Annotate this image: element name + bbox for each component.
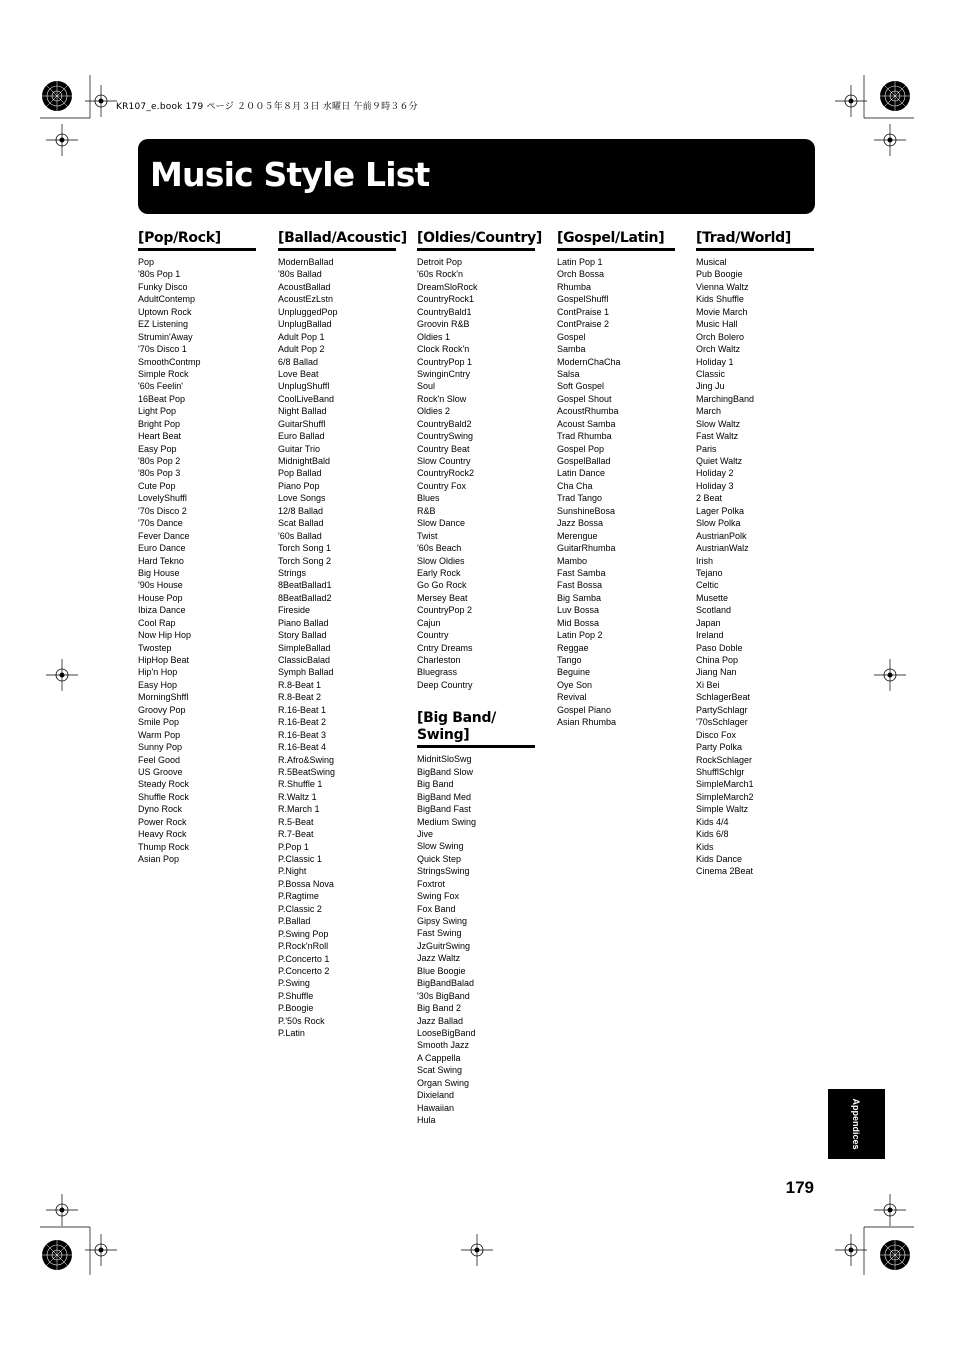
style-item: ShufflSchlgr xyxy=(696,766,745,777)
style-item: AustrianWalz xyxy=(696,543,749,554)
style-item: Japan xyxy=(696,617,721,628)
style-item: Light Pop xyxy=(138,406,177,417)
style-item: AcoustBallad xyxy=(278,281,331,292)
style-item: Asian Rhumba xyxy=(557,717,617,728)
style-item: Soft Gospel xyxy=(557,381,605,392)
style-item: AdultContemp xyxy=(138,294,196,305)
style-item: Hard Tekno xyxy=(138,555,184,566)
style-item: Orch Waltz xyxy=(696,344,741,355)
style-item: P.Swing xyxy=(278,978,310,989)
style-item: Disco Fox xyxy=(696,729,737,740)
style-item: Early Rock xyxy=(417,567,461,578)
style-item: '80s Pop 2 xyxy=(138,456,181,466)
style-item: Smooth Jazz xyxy=(417,1040,470,1051)
style-item: P.'50s Rock xyxy=(278,1015,325,1026)
style-item: Fast Waltz xyxy=(696,431,739,442)
style-item: Symph Ballad xyxy=(278,667,334,678)
style-item: 8BeatBallad1 xyxy=(278,580,332,591)
style-item: Dyno Rock xyxy=(138,804,183,815)
style-item: R.5BeatSwing xyxy=(278,766,336,777)
style-item: Mid Bossa xyxy=(557,617,600,628)
style-item: Swing Fox xyxy=(417,891,460,902)
style-item: R.16-Beat 2 xyxy=(278,717,327,728)
style-item: Kids Dance xyxy=(696,854,743,864)
column-oldies-country xyxy=(417,230,543,1126)
style-item: Hula xyxy=(417,1115,436,1125)
style-item: R.16-Beat 1 xyxy=(278,704,327,715)
style-item: Kids Shuffle xyxy=(696,294,744,305)
style-item: CountryBald2 xyxy=(417,418,472,429)
style-item: Slow Country xyxy=(417,456,471,466)
style-item: 2 Beat xyxy=(696,493,723,504)
style-item: Hawaiian xyxy=(417,1102,455,1113)
style-item: Samba xyxy=(557,344,586,355)
style-item: Heavy Rock xyxy=(138,829,187,840)
style-item: P.Swing Pop xyxy=(278,928,329,939)
style-item: Now Hip Hop xyxy=(138,630,192,641)
style-item: EZ Listening xyxy=(138,319,189,330)
style-item: Sunny Pop xyxy=(138,742,183,753)
style-item: ContPraise 1 xyxy=(557,306,610,317)
style-item: Heart Beat xyxy=(138,431,182,442)
style-item: Gospel Piano xyxy=(557,704,612,715)
style-item: Steady Rock xyxy=(138,779,190,790)
style-item: Jazz Bossa xyxy=(557,518,604,529)
style-item: Tango xyxy=(557,655,582,665)
style-list xyxy=(696,256,814,878)
style-item: 16Beat Pop xyxy=(138,393,186,404)
column-heading: [Trad/World] xyxy=(696,230,814,251)
style-item: Salsa xyxy=(557,368,580,379)
style-item: Funky Disco xyxy=(138,281,188,292)
style-item: '70sSchlager xyxy=(696,717,748,728)
style-item: Dixieland xyxy=(417,1090,455,1101)
style-item: Torch Song 1 xyxy=(278,543,332,554)
style-item: Strings xyxy=(278,567,307,578)
style-item: Holiday 1 xyxy=(696,356,734,367)
style-item: Fast Bossa xyxy=(557,580,603,591)
style-item: Big Band xyxy=(417,779,454,790)
style-item: Uptown Rock xyxy=(138,306,192,317)
style-item: Slow Dance xyxy=(417,518,466,529)
style-item: Classic xyxy=(696,368,726,379)
style-item: Beguine xyxy=(557,667,591,678)
style-item: BigBandBalad xyxy=(417,978,475,989)
style-item: China Pop xyxy=(696,655,739,665)
style-item: UnplugShuffl xyxy=(278,381,330,392)
style-item: Irish xyxy=(696,555,714,566)
style-item: Slow Polka xyxy=(696,518,741,529)
style-item: Pub Boogie xyxy=(696,269,743,280)
section-big-band-swing xyxy=(417,710,535,1126)
style-item: Orch Bossa xyxy=(557,269,605,280)
style-item: Fever Dance xyxy=(138,530,190,541)
style-item: Oldies 1 xyxy=(417,331,451,342)
style-item: CoolLiveBand xyxy=(278,393,335,404)
style-item: Asian Pop xyxy=(138,854,180,864)
style-item: Jing Ju xyxy=(696,381,725,392)
style-item: P.Ballad xyxy=(278,916,311,927)
style-item: GuitarShuffl xyxy=(278,418,326,429)
style-item: Cntry Dreams xyxy=(417,642,473,653)
style-item: Acoust Samba xyxy=(557,418,616,429)
style-item: Kids 4/4 xyxy=(696,816,729,827)
style-item: GospelShuffl xyxy=(557,294,609,305)
style-item: StringsSwing xyxy=(417,866,470,877)
style-item: Strumin'Away xyxy=(138,331,193,342)
style-item: Pop Ballad xyxy=(278,468,322,479)
style-item: Xi Bei xyxy=(696,679,720,690)
column-gospel-latin xyxy=(557,230,675,729)
style-item: Scat Swing xyxy=(417,1065,463,1076)
style-item: Simple Rock xyxy=(138,368,189,379)
style-item: Gipsy Swing xyxy=(417,916,468,926)
style-item: Kids xyxy=(696,841,714,852)
style-item: Jiang Nan xyxy=(696,667,737,678)
style-item: A Cappella xyxy=(417,1052,461,1063)
style-item: LooseBigBand xyxy=(417,1027,476,1038)
style-item: Deep Country xyxy=(417,679,473,690)
style-item: House Pop xyxy=(138,592,183,603)
style-item: Latin Dance xyxy=(557,468,606,479)
style-item: CountryPop 1 xyxy=(417,356,473,367)
column-heading: [Ballad/Acoustic] xyxy=(278,230,396,251)
style-item: SwinginCntry xyxy=(417,368,471,379)
style-item: '60s Beach xyxy=(417,543,462,554)
style-item: Lager Polka xyxy=(696,505,745,516)
style-item: Jive xyxy=(417,828,434,839)
style-item: Ireland xyxy=(696,630,724,641)
style-item: Bluegrass xyxy=(417,667,458,678)
style-item: P.Classic 1 xyxy=(278,854,322,864)
style-item: P.Bossa Nova xyxy=(278,878,334,889)
style-item: P.Classic 2 xyxy=(278,903,322,914)
style-item: Party Polka xyxy=(696,742,743,753)
style-item: LovelyShuffl xyxy=(138,493,187,504)
style-item: '70s Dance xyxy=(138,518,183,529)
style-item: Groovin R&B xyxy=(417,319,470,330)
style-item: Slow Swing xyxy=(417,841,464,852)
style-item: MidnightBald xyxy=(278,456,331,466)
style-item: Ibiza Dance xyxy=(138,605,186,616)
style-item: Charleston xyxy=(417,655,461,665)
style-item: R.Afro&Swing xyxy=(278,754,335,765)
style-item: Feel Good xyxy=(138,754,181,765)
style-item: Euro Dance xyxy=(138,543,186,554)
style-item: R.8-Beat 2 xyxy=(278,692,322,703)
style-item: '60s Ballad xyxy=(278,530,322,541)
column-ballad-acoustic xyxy=(278,230,407,1040)
style-item: Big Band 2 xyxy=(417,1003,462,1014)
column-pop-rock xyxy=(138,230,256,865)
style-item: Love Beat xyxy=(278,368,319,379)
style-item: Rock'n Slow xyxy=(417,393,467,404)
style-item: US Groove xyxy=(138,766,183,777)
style-item: Warm Pop xyxy=(138,729,181,740)
style-item: AustrianPolk xyxy=(696,530,747,541)
style-item: ClassicBalad xyxy=(278,655,331,665)
style-item: Power Rock xyxy=(138,816,187,827)
style-item: Cool Rap xyxy=(138,617,176,628)
style-item: Holiday 2 xyxy=(696,468,734,479)
style-item: Merengue xyxy=(557,530,598,541)
style-item: Guitar Trio xyxy=(278,443,321,454)
style-item: Quick Step xyxy=(417,853,462,864)
style-list xyxy=(278,256,396,1040)
style-list xyxy=(417,256,535,691)
column-heading: [Gospel/Latin] xyxy=(557,230,675,251)
style-item: March xyxy=(696,406,722,417)
style-item: '80s Ballad xyxy=(278,269,322,280)
style-item: Story Ballad xyxy=(278,630,327,641)
style-item: Latin Pop 1 xyxy=(557,257,603,267)
style-item: Celtic xyxy=(696,580,719,591)
style-item: Fireside xyxy=(278,605,311,616)
style-item: '60s Feelin' xyxy=(138,381,183,392)
style-item: AcoustEzLstn xyxy=(278,294,334,305)
style-item: Scat Ballad xyxy=(278,518,324,529)
style-item: Vienna Waltz xyxy=(696,281,749,292)
style-item: Scotland xyxy=(696,605,732,616)
style-list xyxy=(138,256,256,865)
style-item: 8BeatBallad2 xyxy=(278,592,332,603)
style-item: P.Latin xyxy=(278,1028,305,1039)
style-item: UnplugBallad xyxy=(278,319,332,330)
style-item: Fox Band xyxy=(417,903,456,914)
style-item: Tejano xyxy=(696,567,723,578)
style-item: Organ Swing xyxy=(417,1077,470,1088)
style-item: Paso Doble xyxy=(696,642,743,653)
style-item: SimpleMarch2 xyxy=(696,791,754,802)
style-item: Euro Ballad xyxy=(278,431,325,442)
style-item: Blues xyxy=(417,493,440,504)
style-item: BigBand Med xyxy=(417,791,472,802)
style-item: Pop xyxy=(138,257,155,267)
style-item: Fast Samba xyxy=(557,567,606,578)
style-item: UnpluggedPop xyxy=(278,306,338,317)
style-item: SimpleMarch1 xyxy=(696,779,754,790)
style-item: GospelBallad xyxy=(557,456,611,466)
style-item: Groovy Pop xyxy=(138,704,186,715)
style-item: '80s Pop 1 xyxy=(138,269,181,280)
style-item: Big House xyxy=(138,567,180,578)
style-item: Cinema 2Beat xyxy=(696,866,754,877)
style-item: Gospel xyxy=(557,331,586,342)
style-item: R.16-Beat 4 xyxy=(278,742,327,753)
style-item: Hip'n Hop xyxy=(138,667,178,678)
style-item: Gospel Shout xyxy=(557,393,612,404)
style-item: Love Songs xyxy=(278,493,326,504)
style-item: MorningShffl xyxy=(138,692,189,703)
style-item: P.Ragtime xyxy=(278,891,319,902)
style-item: Country Beat xyxy=(417,443,470,454)
style-item: Cute Pop xyxy=(138,480,176,491)
title-bar xyxy=(138,139,815,214)
style-item: R.5-Beat xyxy=(278,816,314,827)
page-title: Music Style List xyxy=(150,155,430,194)
column-trad-world xyxy=(696,230,814,878)
style-item: Twist xyxy=(417,530,438,541)
style-item: Blue Boogie xyxy=(417,965,466,976)
style-item: HipHop Beat xyxy=(138,655,190,665)
style-item: R.16-Beat 3 xyxy=(278,729,327,740)
style-item: PartySchlagr xyxy=(696,704,748,715)
style-item: R&B xyxy=(417,505,436,516)
style-item: Reggae xyxy=(557,642,589,653)
style-item: R.Waltz 1 xyxy=(278,791,317,802)
style-item: '70s Disco 2 xyxy=(138,505,187,516)
style-item: CountryRock1 xyxy=(417,294,475,305)
style-item: MarchingBand xyxy=(696,393,755,404)
style-item: Cha Cha xyxy=(557,480,593,491)
style-item: '90s House xyxy=(138,580,183,591)
style-item: SchlagerBeat xyxy=(696,692,751,703)
style-item: CountrySwing xyxy=(417,431,474,442)
style-item: Easy Pop xyxy=(138,443,177,454)
style-item: Slow Oldies xyxy=(417,555,465,566)
style-item: CountryBald1 xyxy=(417,306,472,317)
style-item: Shuffle Rock xyxy=(138,791,189,802)
style-item: Musical xyxy=(696,257,727,267)
print-header: KR107_e.book 179 ページ ２００５年８月３日 水曜日 午前９時３６分 xyxy=(116,102,418,112)
style-item: P.Concerto 2 xyxy=(278,965,330,976)
style-item: Oye Son xyxy=(557,679,593,690)
page-number: 179 xyxy=(785,1178,814,1197)
style-item: MidnitSloSwg xyxy=(417,754,472,765)
style-item: Quiet Waltz xyxy=(696,456,743,466)
style-item: Mersey Beat xyxy=(417,592,468,603)
style-item: Clock Rock'n xyxy=(417,344,470,355)
style-item: Rhumba xyxy=(557,281,592,292)
style-item: Simple Waltz xyxy=(696,804,749,815)
style-item: GuitarRhumba xyxy=(557,543,616,554)
style-item: Detroit Pop xyxy=(417,257,463,267)
style-item: ModernBallad xyxy=(278,257,334,267)
style-item: Foxtrot xyxy=(417,878,446,889)
style-item: ModernChaCha xyxy=(557,356,621,367)
style-item: P.Night xyxy=(278,866,307,877)
style-item: Piano Pop xyxy=(278,480,320,491)
style-item: R.Shuffle 1 xyxy=(278,779,323,790)
style-item: P.Shuffle xyxy=(278,990,314,1001)
style-item: CountryPop 2 xyxy=(417,605,473,616)
style-item: Orch Bolero xyxy=(696,331,745,342)
style-item: '60s Rock'n xyxy=(417,269,463,280)
style-item: Adult Pop 2 xyxy=(278,344,325,355)
style-item: P.Boogie xyxy=(278,1003,314,1014)
style-item: Movie March xyxy=(696,306,748,317)
style-item: Jazz Ballad xyxy=(417,1015,464,1026)
style-item: JzGuitrSwing xyxy=(417,940,471,951)
style-item: BigBand Slow xyxy=(417,766,474,777)
style-item: CountryRock2 xyxy=(417,468,475,479)
column-heading: [Oldies/Country] xyxy=(417,230,535,251)
style-item: RockSchlager xyxy=(696,754,753,765)
appendices-tab xyxy=(828,1089,885,1159)
style-item: 12/8 Ballad xyxy=(278,505,324,516)
style-item: Oldies 2 xyxy=(417,406,451,417)
style-item: R.7-Beat xyxy=(278,829,314,840)
column-heading: [Big Band/ Swing] xyxy=(417,710,535,748)
style-item: Cajun xyxy=(417,617,441,628)
style-item: Big Samba xyxy=(557,592,602,603)
style-item: Slow Waltz xyxy=(696,418,741,429)
style-item: Torch Song 2 xyxy=(278,555,332,566)
style-item: Latin Pop 2 xyxy=(557,630,603,641)
style-item: Musette xyxy=(696,592,729,603)
style-item: Medium Swing xyxy=(417,816,477,827)
style-item: ContPraise 2 xyxy=(557,319,610,330)
style-item: Night Ballad xyxy=(278,406,327,417)
column-heading: [Pop/Rock] xyxy=(138,230,256,251)
style-list xyxy=(557,256,675,729)
style-item: Country Fox xyxy=(417,480,467,491)
style-item: SunshineBosa xyxy=(557,505,616,516)
style-item: R.March 1 xyxy=(278,804,320,815)
style-item: Bright Pop xyxy=(138,418,181,429)
style-item: Smile Pop xyxy=(138,717,180,728)
style-item: '80s Pop 3 xyxy=(138,468,181,479)
style-item: Gospel Pop xyxy=(557,443,605,454)
style-item: SmoothContmp xyxy=(138,356,201,367)
style-item: Holiday 3 xyxy=(696,480,734,491)
style-item: P.Concerto 1 xyxy=(278,953,330,964)
style-item: P.Pop 1 xyxy=(278,841,309,852)
style-item: Revival xyxy=(557,692,587,703)
tab-label: Appendices xyxy=(851,1098,861,1150)
style-item: Soul xyxy=(417,381,436,392)
style-item: Easy Hop xyxy=(138,679,178,690)
style-item: P.Rock'nRoll xyxy=(278,941,329,952)
style-item: Trad Tango xyxy=(557,493,603,504)
style-item: Adult Pop 1 xyxy=(278,331,325,342)
style-item: '30s BigBand xyxy=(417,990,470,1001)
style-item: Mambo xyxy=(557,555,588,566)
style-item: Music Hall xyxy=(696,319,738,330)
style-item: BigBand Fast xyxy=(417,804,472,815)
style-item: Fast Swing xyxy=(417,928,462,939)
style-item: R.8-Beat 1 xyxy=(278,679,322,690)
style-item: Luv Bossa xyxy=(557,605,600,616)
style-item: Jazz Waltz xyxy=(417,953,461,964)
style-item: DreamSloRock xyxy=(417,281,478,292)
style-item: Thump Rock xyxy=(138,841,190,852)
style-list xyxy=(417,753,535,1126)
style-item: 6/8 Ballad xyxy=(278,356,319,367)
style-item: Piano Ballad xyxy=(278,617,329,628)
style-item: '70s Disco 1 xyxy=(138,344,187,355)
style-item: Go Go Rock xyxy=(417,580,467,591)
style-item: Country xyxy=(417,630,449,641)
style-item: AcoustRhumba xyxy=(557,406,619,417)
style-item: Kids 6/8 xyxy=(696,829,729,840)
style-item: Paris xyxy=(696,443,717,454)
style-item: Twostep xyxy=(138,642,172,653)
style-item: SimpleBallad xyxy=(278,642,331,653)
style-item: Trad Rhumba xyxy=(557,431,612,442)
